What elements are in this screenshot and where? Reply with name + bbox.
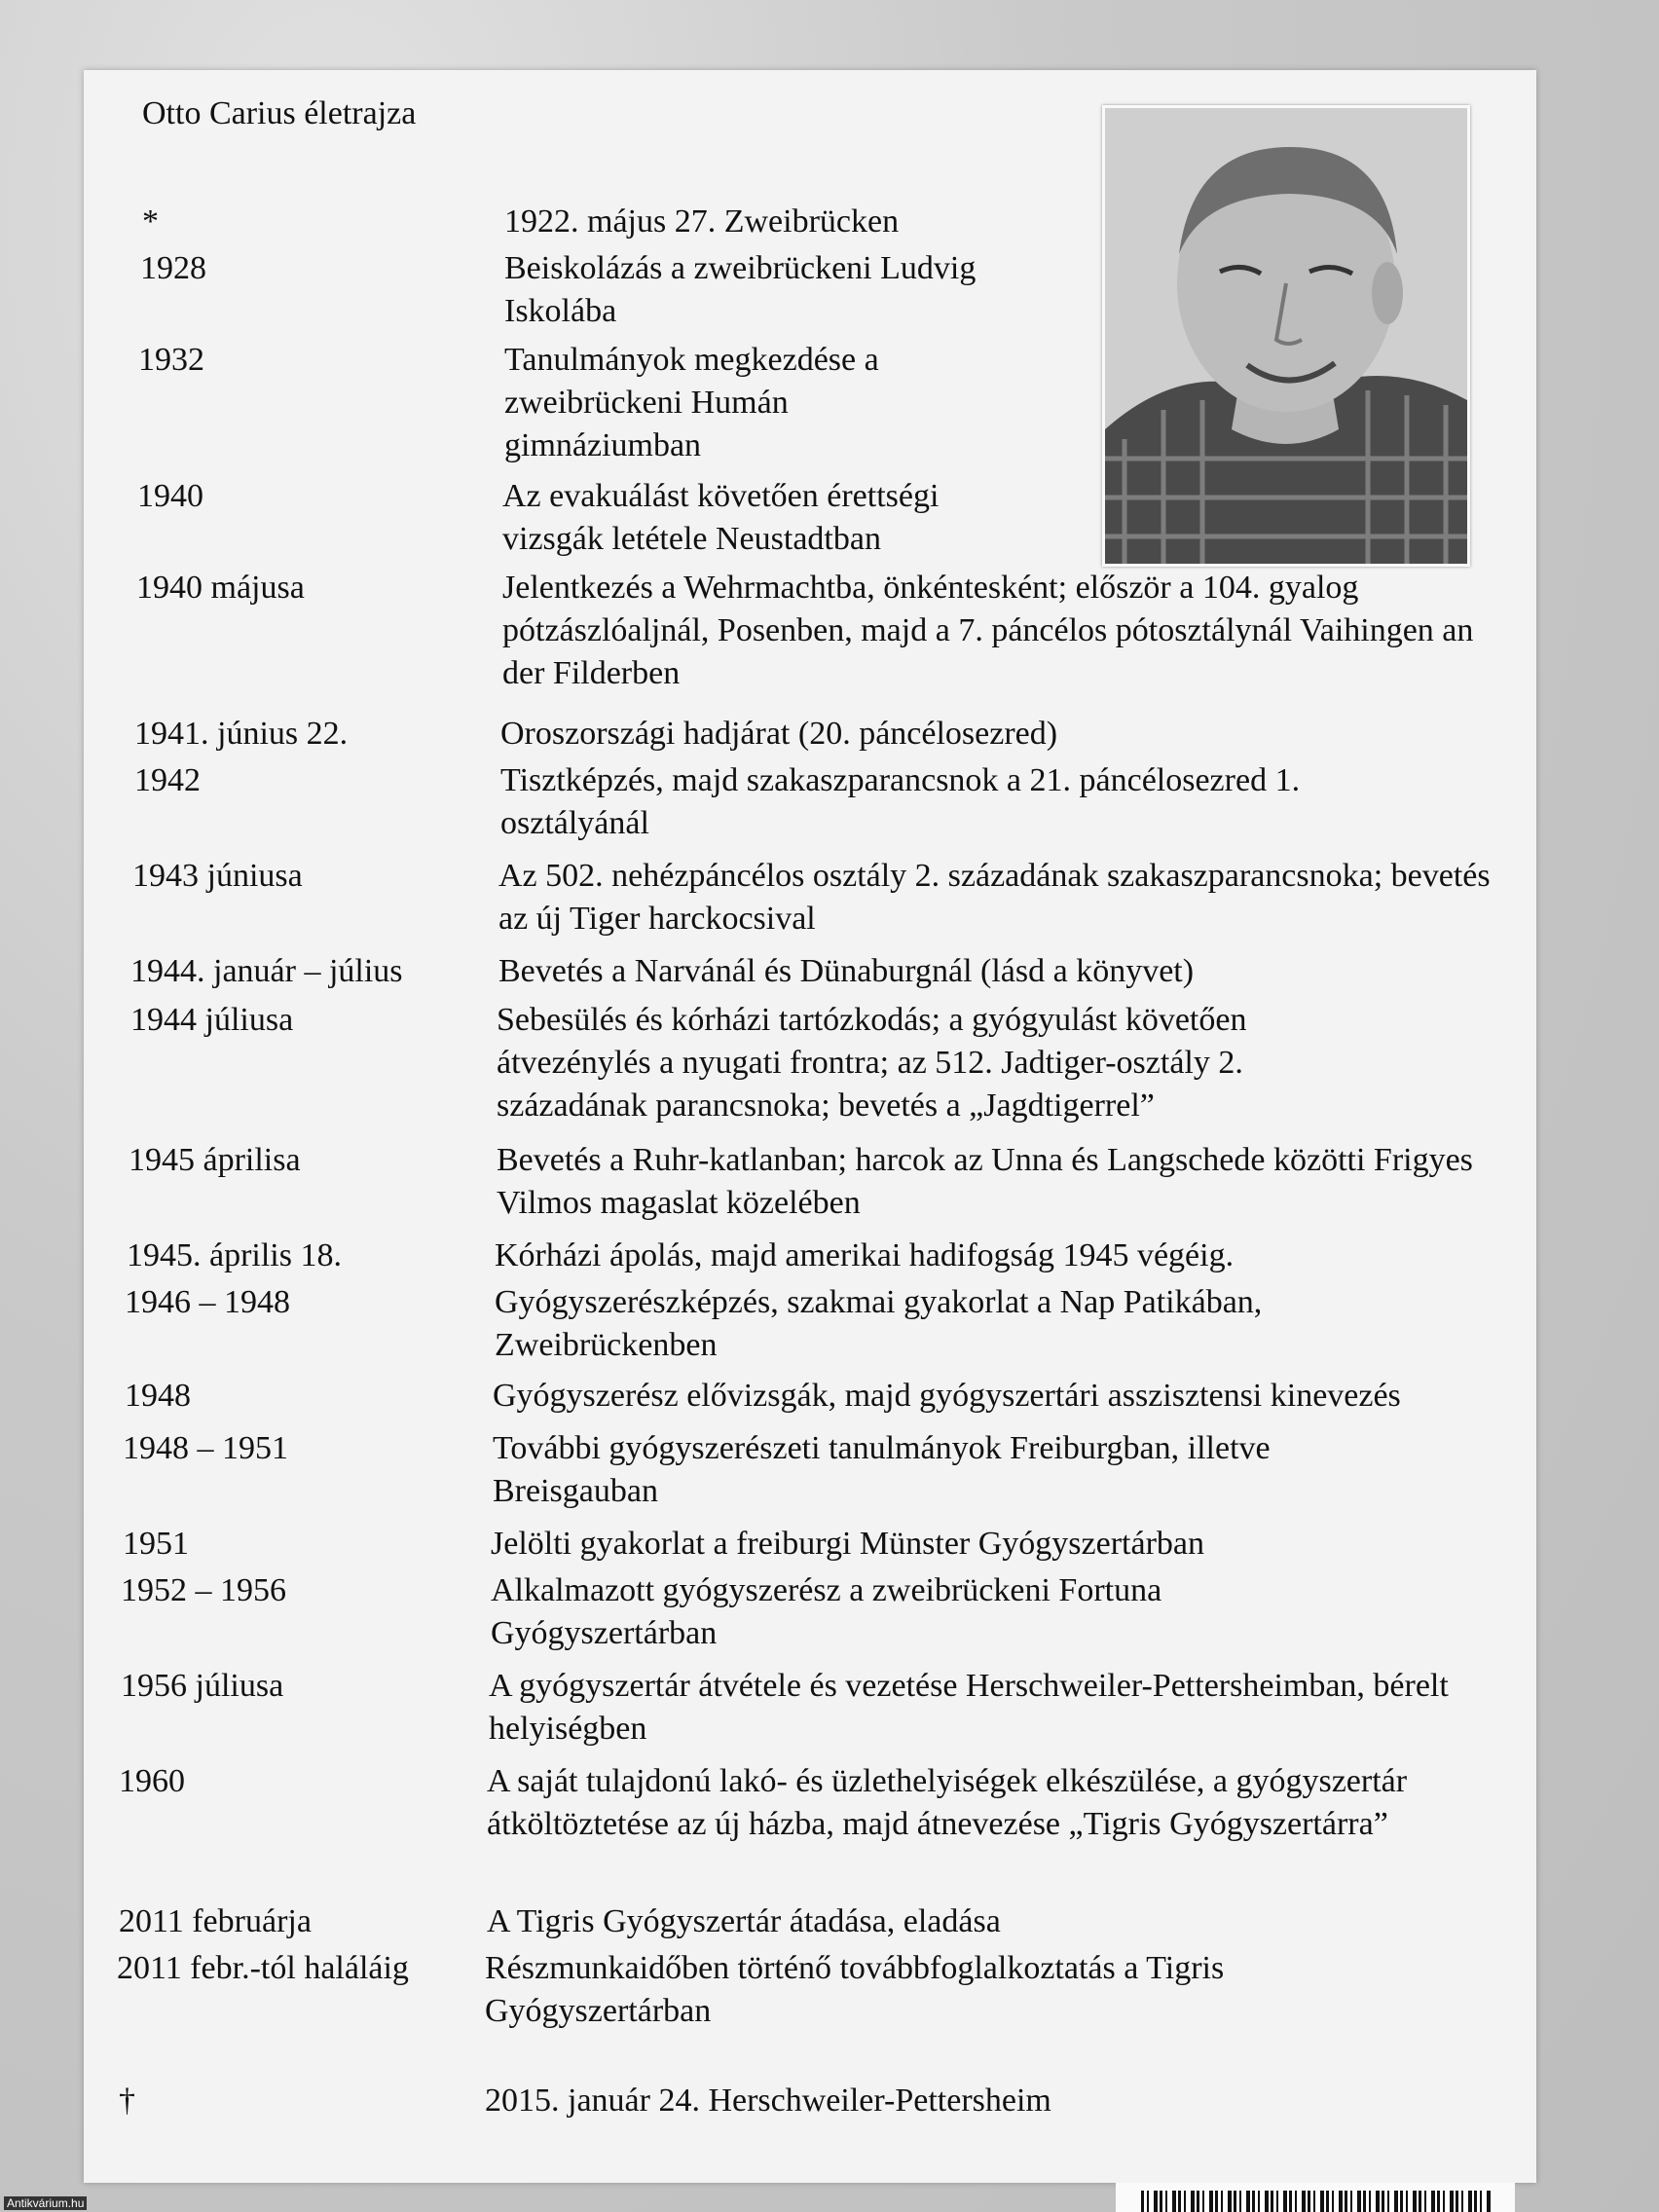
timeline-description: Tanulmányok megkezdése a zweibrückeni Humán gimnáziumban [504, 342, 879, 463]
timeline-description: 2015. január 24. Herschweiler-Pettersheim [485, 2083, 1051, 2119]
timeline-description: További gyógyszerészeti tanulmányok Freiburgban, illetve Breisgauban [493, 1430, 1271, 1509]
timeline-date: 1940 [137, 478, 203, 514]
timeline-date: 1940 májusa [136, 570, 305, 606]
timeline-description: A Tigris Gyógyszertár átadása, eladása [487, 1903, 1001, 1939]
timeline-date: 1960 [119, 1763, 185, 1799]
timeline-date: 1944. január – július [130, 953, 403, 989]
timeline-description: Bevetés a Narvánál és Dünaburgnál (lásd a könyvet) [498, 953, 1195, 989]
timeline-description: Jelölti gyakorlat a freiburgi Münster Gyógyszertárban [491, 1526, 1204, 1562]
timeline-date: 1952 – 1956 [121, 1572, 286, 1608]
timeline-date: 1956 júliusa [121, 1668, 284, 1704]
timeline-date: 1948 [125, 1378, 191, 1414]
timeline-date: * [142, 203, 159, 240]
timeline-date: 1951 [123, 1526, 189, 1562]
timeline-description: Sebesülés és kórházi tartózkodás; a gyógyulást követően átvezénylés a nyugati frontra; az 512. Jadtiger-osztály 2. századának parancsnoka; bevetés a „Jagdtigerrel” [497, 1002, 1247, 1124]
timeline-date: 1941. június 22. [134, 716, 349, 752]
barcode-label [1116, 2183, 1515, 2212]
timeline-description: A gyógyszertár átvétele és vezetése Herschweiler-Pettersheimban, bérelt helyiségben [489, 1668, 1449, 1747]
timeline-date: 1928 [140, 250, 206, 286]
portrait-photo [1102, 105, 1470, 567]
timeline-description: Részmunkaidőben történő továbbfoglalkoztatás a Tigris Gyógyszertárban [485, 1950, 1225, 2029]
timeline-description: Beiskolázás a zweibrückeni Ludvig Iskolába [504, 250, 977, 329]
timeline-description: Tisztképzés, majd szakaszparancsnok a 21. páncélosezred 1. osztályánál [500, 762, 1301, 841]
timeline-description: Oroszországi hadjárat (20. páncélosezred) [500, 716, 1058, 752]
timeline-description: Gyógyszerészképzés, szakmai gyakorlat a Nap Patikában, Zweibrückenben [495, 1284, 1263, 1363]
timeline-description: Gyógyszerész elővizsgák, majd gyógyszertári asszisztensi kinevezés [493, 1378, 1401, 1414]
timeline-description: Az evakuálást követően érettségi vizsgák letétele Neustadtban [502, 478, 940, 557]
timeline-description: 1922. május 27. Zweibrücken [504, 203, 900, 240]
portrait-image [1105, 108, 1467, 564]
timeline-date: 2011 februárja [119, 1903, 312, 1939]
timeline-date: † [119, 2083, 135, 2119]
timeline-description: Bevetés a Ruhr-katlanban; harcok az Unna és Langschede közötti Frigyes Vilmos magaslat közelében [497, 1142, 1473, 1221]
timeline-description: Az 502. nehézpáncélos osztály 2. századának szakaszparancsnoka; bevetés az új Tiger harckocsival [498, 858, 1491, 937]
timeline-date: 1945. április 18. [127, 1237, 342, 1273]
barcode-icon [1141, 2191, 1492, 2212]
watermark: Antikvárium.hu [4, 2196, 87, 2210]
biography-card [84, 70, 1536, 2183]
timeline-description: Kórházi ápolás, majd amerikai hadifogság 1945 végéig. [495, 1237, 1235, 1273]
page-title: Otto Carius életrajza [142, 95, 417, 131]
timeline-date: 1945 áprilisa [129, 1142, 301, 1178]
timeline-description: A saját tulajdonú lakó- és üzlethelyiségek elkészülése, a gyógyszertár átköltöztetése az új házba, majd átnevezése „Tigris Gyógyszertárra” [487, 1763, 1408, 1842]
timeline-date: 1942 [134, 762, 201, 798]
timeline-date: 2011 febr.-tól haláláig [117, 1950, 409, 1986]
timeline-description: Jelentkezés a Wehrmachtba, önkéntesként; először a 104. gyalog pótzászlóaljnál, Posenben, majd a 7. páncélos pótosztálynál Vaihingen an der Filderben [502, 570, 1474, 691]
timeline-date: 1932 [138, 342, 204, 378]
timeline-date: 1944 júliusa [130, 1002, 294, 1038]
timeline-date: 1946 – 1948 [125, 1284, 290, 1320]
timeline-description: Alkalmazott gyógyszerész a zweibrückeni Fortuna Gyógyszertárban [491, 1572, 1162, 1651]
timeline-date: 1948 – 1951 [123, 1430, 288, 1466]
timeline-date: 1943 júniusa [132, 858, 303, 894]
